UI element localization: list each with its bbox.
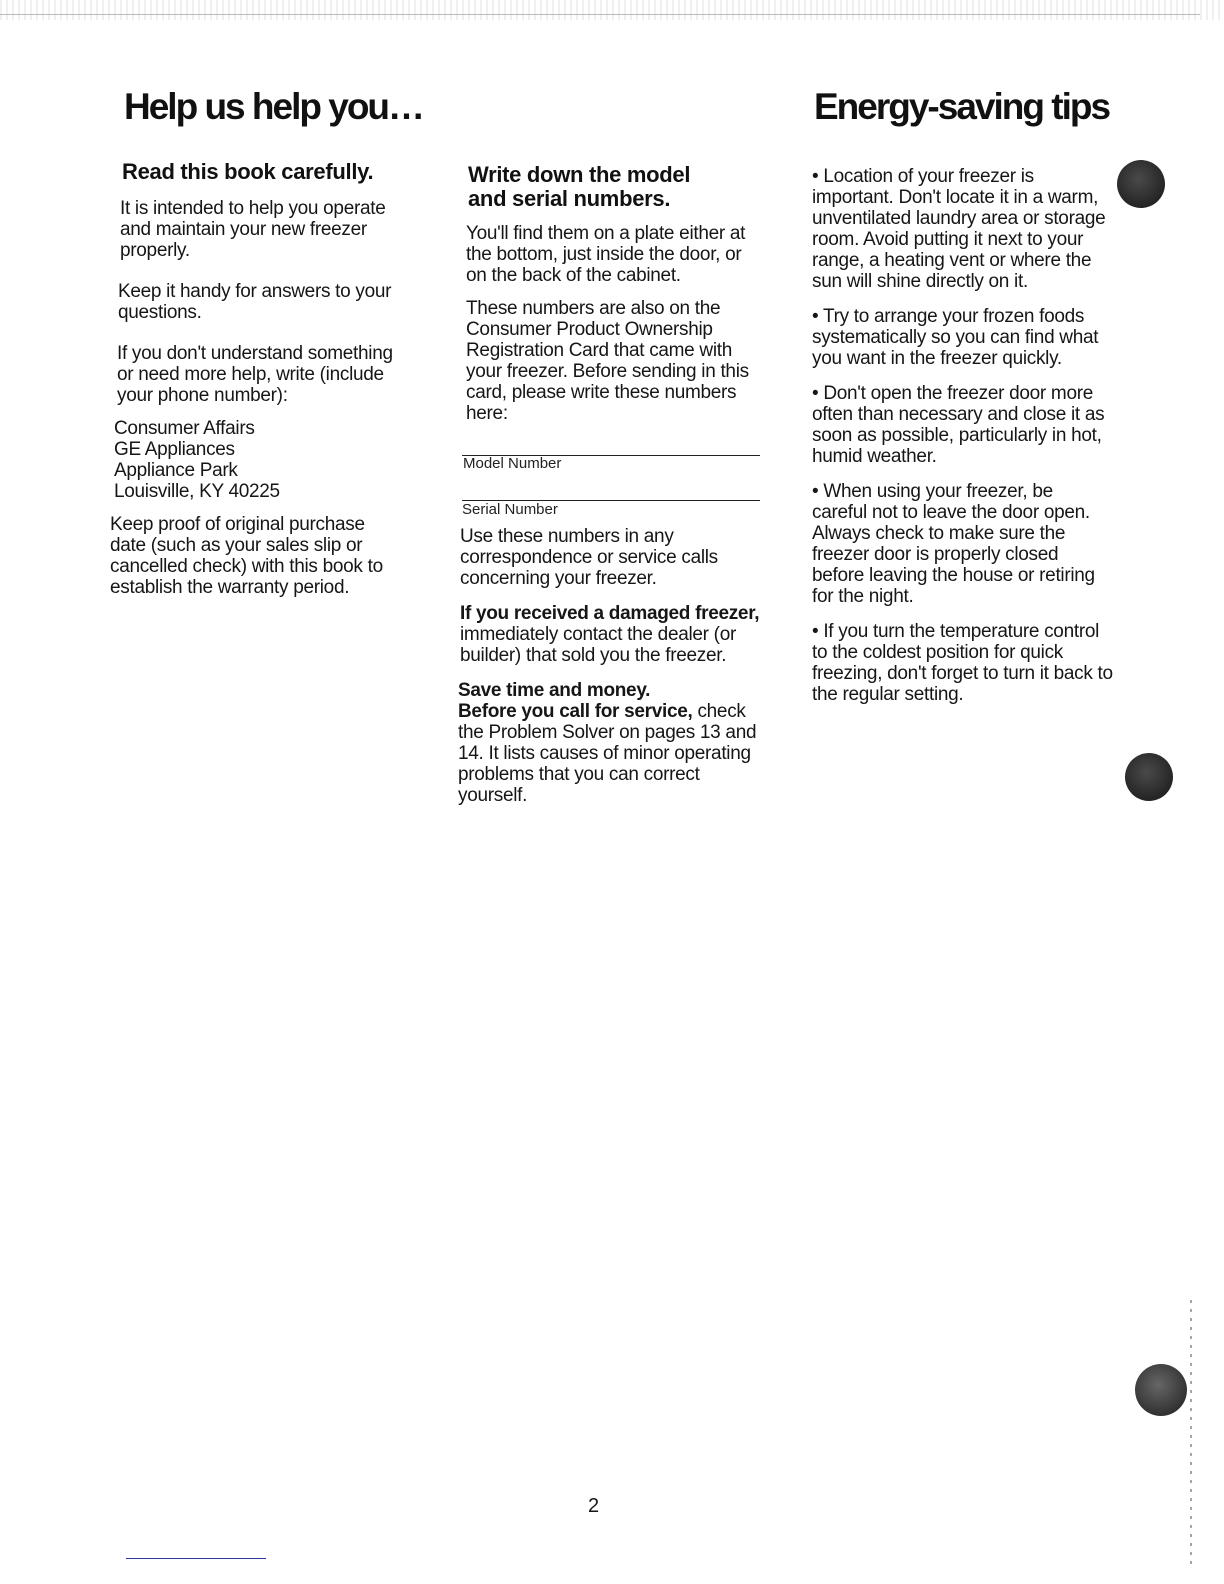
para-proof-of-purchase: Keep proof of original purchase date (such as your sales slip or cancelled check) with this book to establish the warranty period. — [110, 514, 383, 598]
subhead-line-2: and serial numbers. — [468, 186, 671, 211]
heading-help-us-help-you: Help us help you… — [124, 86, 424, 127]
scan-artifact-top — [0, 0, 1224, 20]
tip-location: • Location of your freezer is important. Don't locate it in a warm, unventilated laundry area or storage room. Avoid putting it next to your range, a heating vent or where the sun will shine directly on it. — [812, 166, 1106, 292]
subhead-line-1: Write down the model — [468, 162, 691, 187]
damaged-bold: If you received a damaged freezer, — [460, 603, 760, 624]
para-damaged-freezer — [460, 603, 760, 666]
binder-hole-top — [1117, 160, 1165, 208]
para-need-help: If you don't understand something or need more help, write (include your phone number): — [117, 343, 393, 406]
save-time-bold: Save time and money. — [458, 680, 651, 701]
model-number-label: Model Number — [463, 455, 562, 472]
page-number: 2 — [588, 1495, 599, 1517]
column-model-serial — [458, 163, 768, 424]
binder-hole-middle — [1125, 753, 1173, 801]
footer-rule — [126, 1558, 266, 1559]
para-intended: It is intended to help you operate and maintain your new freezer properly. — [120, 198, 386, 261]
para-save-time — [458, 680, 758, 806]
heading-energy-saving-tips: Energy-saving tips — [814, 86, 1110, 127]
para-use-numbers: Use these numbers in any correspondence or service calls concerning your freezer. — [460, 526, 718, 589]
tip-door-open: • Don't open the freezer door more often than necessary and close it as soon as possible, particularly in hot, humid weather. — [812, 383, 1105, 467]
serial-number-label: Serial Number — [462, 501, 558, 518]
tip-arrange-foods: • Try to arrange your frozen foods systematically so you can find what you want in the freezer quickly. — [812, 306, 1099, 369]
column-model-serial-continued — [460, 526, 770, 806]
binder-hole-bottom — [1135, 1364, 1187, 1416]
tip-temperature-control: • If you turn the temperature control to the coldest position for quick freezing, don't forget to turn it back to the regular setting. — [812, 621, 1113, 705]
scan-artifact-line — [0, 14, 1200, 15]
address-line-4: Louisville, KY 40225 — [114, 481, 280, 502]
service-text: check the Problem Solver on pages 13 and 14. It lists causes of minor operating problems that you can correct yourself. — [458, 701, 757, 806]
before-service-bold: Before you call for service, — [458, 701, 693, 722]
subhead-read-this-book: Read this book carefully. — [122, 159, 374, 184]
subhead-write-down-numbers — [468, 163, 768, 211]
damaged-text: immediately contact the dealer (or builder) that sold you the freezer. — [460, 624, 736, 666]
para-plate-location: You'll find them on a plate either at the bottom, just inside the door, or on the back of the cabinet. — [466, 223, 746, 286]
address-line-1: Consumer Affairs — [114, 418, 255, 439]
address-line-3: Appliance Park — [114, 460, 238, 481]
para-keep-handy: Keep it handy for answers to your questions. — [118, 281, 392, 323]
tip-leave-door: • When using your freezer, be careful not to leave the door open. Always check to make sure the freezer door is properly closed before leaving the house or retiring for the night. — [812, 481, 1095, 607]
para-registration-card: These numbers are also on the Consumer Product Ownership Registration Card that came with your freezer. Before sending in this card, please write these numbers here: — [466, 298, 749, 424]
scan-artifact-right-edge — [1190, 1300, 1192, 1570]
mailing-address — [114, 418, 412, 502]
column-energy-tips — [812, 166, 1117, 705]
address-line-2: GE Appliances — [114, 439, 235, 460]
column-read-this-book — [112, 160, 412, 598]
